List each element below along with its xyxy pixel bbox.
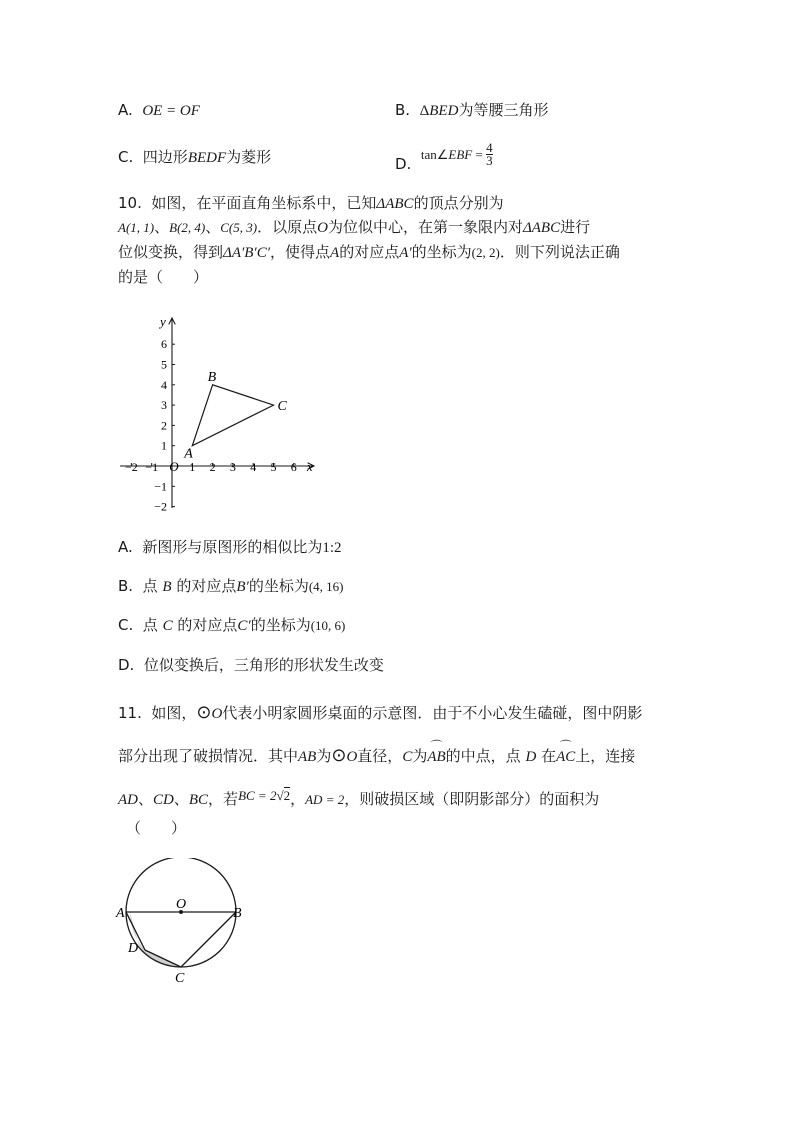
option-text: 位似变换后，三角形的形状发生改变 bbox=[143, 656, 384, 674]
option-label: C. bbox=[118, 148, 134, 166]
q11-line1 bbox=[118, 702, 642, 724]
option-label: D. bbox=[395, 155, 412, 173]
x-tick-label: 4 bbox=[250, 460, 257, 474]
vertex-label-a: A bbox=[184, 446, 193, 462]
option-text: 新图形与原图形的相似比为 bbox=[142, 538, 323, 556]
option-math: OE = OF bbox=[142, 103, 200, 119]
text: （ ） bbox=[126, 819, 187, 837]
triangle: ΔABC bbox=[522, 220, 561, 236]
triangle: ΔA′B′C′ bbox=[223, 245, 270, 261]
q10-option-d bbox=[118, 655, 384, 675]
text: ，则破损区域（即阴影部分）的面积为 bbox=[344, 790, 600, 808]
coordinate: (4, 16) bbox=[308, 579, 344, 594]
q11-line3 bbox=[118, 789, 599, 810]
delta-symbol: Δ bbox=[419, 103, 430, 119]
option-math: BEDF bbox=[187, 150, 227, 166]
point: A′ bbox=[399, 245, 412, 261]
x-tick-label: −1 bbox=[145, 460, 159, 474]
q10-line1 bbox=[118, 193, 504, 214]
tan-text: tan∠ bbox=[420, 147, 449, 162]
x-tick-label: 6 bbox=[290, 460, 297, 474]
text: ．则下列说法正确 bbox=[499, 243, 620, 261]
x-tick-label: −2 bbox=[125, 460, 138, 474]
origin-label: O bbox=[169, 459, 179, 474]
q10-option-c bbox=[118, 615, 345, 636]
q9-option-c bbox=[118, 147, 271, 168]
y-tick-label: −2 bbox=[154, 499, 167, 512]
label-b: B bbox=[233, 906, 242, 921]
q9-option-a bbox=[118, 100, 200, 121]
y-axis-label: y bbox=[160, 314, 166, 329]
option-text: 为菱形 bbox=[226, 148, 272, 166]
circle-center: O bbox=[346, 749, 358, 765]
label-o: O bbox=[176, 897, 187, 912]
arc: ⌒ AB bbox=[427, 747, 445, 767]
sep: 、 bbox=[173, 790, 189, 808]
q9-option-b bbox=[395, 100, 548, 121]
point: C bbox=[402, 749, 413, 765]
circle-symbol: ⊙ bbox=[331, 745, 347, 765]
text: 的中点，点 bbox=[445, 747, 521, 765]
coordinate: (10, 6) bbox=[310, 618, 346, 633]
option-text: 点 bbox=[142, 577, 158, 595]
q11-line4 bbox=[126, 818, 186, 838]
equation: AD = 2 bbox=[305, 792, 345, 807]
point: D bbox=[525, 749, 537, 765]
q11-line2 bbox=[118, 745, 635, 767]
text: ， bbox=[290, 790, 306, 808]
ratio-value: 1:2 bbox=[322, 540, 342, 556]
q10-line2 bbox=[118, 217, 590, 238]
q10-line4 bbox=[118, 267, 208, 287]
sep: 、 bbox=[154, 218, 170, 236]
option-label: B. bbox=[118, 577, 134, 595]
vertex-label-c: C bbox=[277, 399, 287, 415]
arc: ⌒ AC bbox=[556, 747, 575, 767]
denominator: 3 bbox=[486, 153, 493, 168]
segment: AD bbox=[118, 792, 138, 808]
numerator: 4 bbox=[486, 140, 493, 155]
question-number: 11. bbox=[118, 704, 142, 722]
y-tick-label: 2 bbox=[161, 418, 167, 433]
text: 在 bbox=[541, 747, 557, 765]
q10-option-a bbox=[118, 537, 342, 558]
option-math: EBF bbox=[448, 147, 473, 162]
text: 如图， bbox=[151, 704, 197, 722]
point-c: C(5, 3) bbox=[220, 220, 258, 235]
coordinate-plane bbox=[112, 312, 332, 512]
option-text: 的对应点 bbox=[177, 616, 238, 634]
circle-symbol: ⊙ bbox=[196, 702, 212, 722]
text: 的对应点 bbox=[339, 243, 400, 261]
y-tick-label: 6 bbox=[161, 337, 167, 352]
text: 进行 bbox=[560, 218, 591, 236]
y-tick-label: 3 bbox=[161, 398, 167, 413]
option-label: A. bbox=[118, 101, 133, 119]
circle-center: O bbox=[211, 706, 223, 722]
label-a: A bbox=[116, 906, 125, 921]
option-text: 的坐标为 bbox=[250, 616, 311, 634]
point: B′ bbox=[236, 579, 249, 595]
text: 位似变换，得到 bbox=[118, 243, 224, 261]
origin: O bbox=[317, 220, 328, 236]
point: A bbox=[330, 245, 340, 261]
text: 代表小明家圆形桌面的示意图．由于不小心发生磕碰，图中阴影 bbox=[222, 704, 643, 722]
vertex-label-b: B bbox=[207, 369, 217, 385]
y-tick-label: 5 bbox=[161, 357, 167, 372]
y-tick-label: −1 bbox=[154, 479, 167, 494]
option-label: B. bbox=[395, 101, 411, 119]
text: ，使得点 bbox=[270, 243, 331, 261]
equals: = bbox=[472, 147, 487, 162]
fraction bbox=[486, 142, 493, 167]
y-tick-label: 1 bbox=[161, 438, 167, 453]
sep: 、 bbox=[138, 790, 154, 808]
segment: BC bbox=[188, 792, 209, 808]
text: 为位似中心，在第一象限内对 bbox=[327, 218, 523, 236]
segment-bc bbox=[181, 912, 236, 967]
y-tick-label: 4 bbox=[161, 377, 167, 392]
x-axis-label: x bbox=[307, 459, 313, 474]
point: B bbox=[162, 579, 172, 595]
x-tick-label: 3 bbox=[229, 460, 236, 474]
point-a: A(1, 1) bbox=[118, 220, 155, 235]
option-text: 四边形 bbox=[142, 148, 188, 166]
shaded-region bbox=[130, 912, 181, 967]
sqrt-value: 2 bbox=[283, 788, 291, 803]
option-math: BED bbox=[429, 103, 459, 119]
label-c: C bbox=[175, 971, 185, 986]
option-text: 的坐标为 bbox=[248, 577, 309, 595]
q10-line3 bbox=[118, 242, 620, 263]
sep: 、 bbox=[205, 218, 221, 236]
circle-figure bbox=[115, 858, 255, 988]
text: 的是（ ） bbox=[118, 268, 209, 286]
option-text: 为等腰三角形 bbox=[458, 101, 549, 119]
coordinate: (2, 2) bbox=[471, 245, 500, 260]
label-d: D bbox=[128, 941, 139, 956]
segment: AB bbox=[298, 749, 317, 765]
q9-option-d bbox=[395, 140, 493, 173]
text: 为 bbox=[412, 747, 428, 765]
segment: CD bbox=[153, 792, 174, 808]
option-label: A. bbox=[118, 538, 133, 556]
option-label: D. bbox=[118, 656, 135, 674]
text: 直径， bbox=[357, 747, 403, 765]
option-text: 点 bbox=[142, 616, 158, 634]
triangle-abc bbox=[192, 385, 273, 446]
text: 如图，在平面直角坐标系中，已知 bbox=[151, 194, 377, 212]
option-label: C. bbox=[118, 616, 134, 634]
question-number: 10. bbox=[118, 194, 142, 212]
q10-option-b bbox=[118, 576, 344, 597]
option-text: 的对应点 bbox=[176, 577, 237, 595]
text: 上，连接 bbox=[575, 747, 636, 765]
point: C′ bbox=[237, 618, 251, 634]
text: ，若 bbox=[208, 790, 239, 808]
triangle: ΔABC bbox=[376, 196, 414, 212]
text: ．以原点 bbox=[257, 218, 318, 236]
text: 部分出现了破损情况．其中 bbox=[118, 747, 299, 765]
text: 的坐标为 bbox=[411, 243, 472, 261]
point-b: B(2, 4) bbox=[169, 220, 206, 235]
x-tick-label: 5 bbox=[270, 460, 277, 474]
text: 为 bbox=[316, 747, 332, 765]
equation: BC = 2 bbox=[238, 788, 277, 803]
point: C bbox=[162, 618, 173, 634]
sqrt-symbol: √ bbox=[276, 788, 284, 803]
text: 的顶点分别为 bbox=[413, 194, 504, 212]
x-tick-label: 1 bbox=[189, 460, 196, 474]
x-tick-label: 2 bbox=[209, 460, 216, 474]
